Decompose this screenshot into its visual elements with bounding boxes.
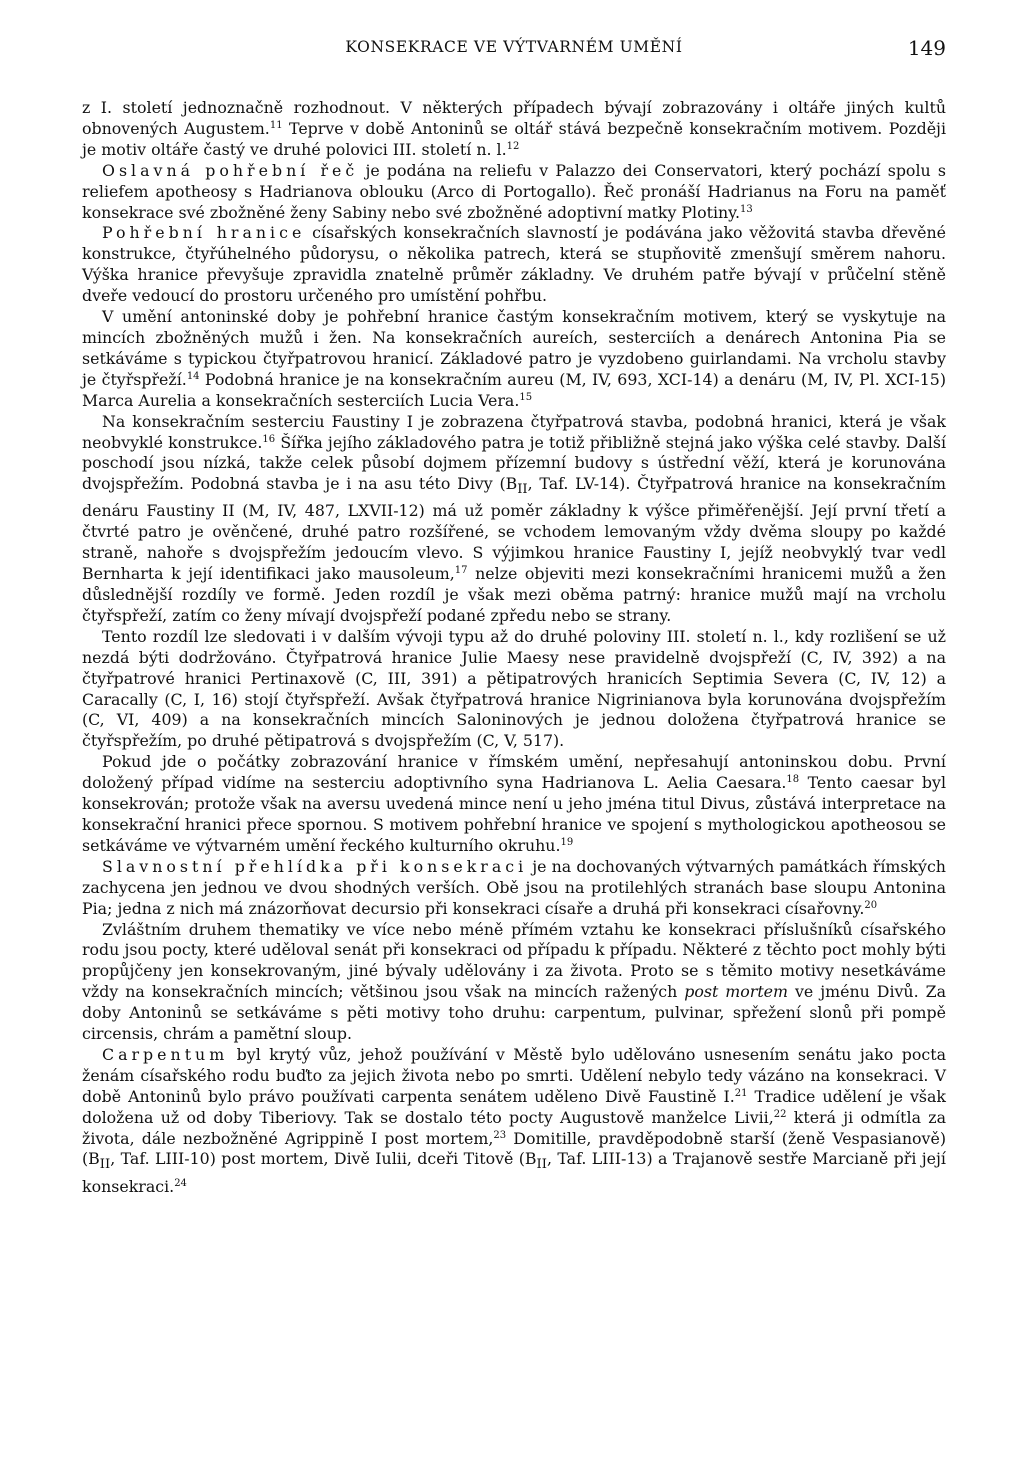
italic-term: post mortem (684, 982, 789, 1002)
paragraph (82, 857, 946, 920)
text-run: Tradice udělení je však doložena už od doby Tiberiovy. Tak se dostalo této pocty Augustově manželce Livii, (82, 1086, 947, 1127)
spaced-heading: Slavnostní přehlídka při konsekraci (102, 856, 528, 876)
text-run: , Taf. LIII-10) post mortem, Divě Iulii, dceři Titově (B (110, 1149, 537, 1169)
text-run: , Taf. LV-14). Čtyřpatrová hranice na konsekračním denáru Faustiny II (M, IV, 487, LXVII-12) má už poměr základny k výšce přiměřenější. Její první třetí a čtvrté patro je ověnčené, druhé patro rozšířené, se vchodem lemovaným vždy dvěma sloupy po každé straně, nahoře s dvojspřežím jedoucím vlevo. S výjimkou hranice Faustiny I, jejíž neobvyklý tvar vedl Bernharta k její identifikaci jako mausoleum, (82, 474, 946, 584)
footnote-ref: 20 (864, 899, 878, 911)
subscript: II (99, 1157, 111, 1173)
subscript: II (517, 482, 528, 498)
footnote-ref: 19 (560, 836, 574, 848)
spaced-heading: Oslavná pohřební řeč (102, 160, 359, 180)
footnote-ref: 21 (734, 1087, 748, 1099)
footnote-ref: 12 (506, 140, 520, 152)
text-run: Na konsekračním sesterciu Faustiny I je zobrazena čtyřpatrová stavba, podobná hranici, která je však neobvyklé konstrukce. (82, 411, 946, 452)
spaced-heading: Carpentum (102, 1044, 229, 1064)
footnote-ref: 11 (269, 119, 283, 131)
text-run: V umění antoninské doby je pohřební hranice častým konsekračním motivem, který se vyskytuje na mincích zbožněných mužů i žen. Na konsekračních aureích, sesterciích a denárech Antonina Pia se setkáváme s typickou čtyřpatrovou hranicí. Základové patro je vyzdobeno guirlandami. Na vrcholu stavby je čtyřspřeží. (82, 307, 946, 389)
paragraph (82, 627, 946, 752)
running-title: KONSEKRACE VE VÝTVARNÉM UMĚNÍ (345, 38, 683, 56)
subscript: II (536, 1157, 547, 1173)
footnote-ref: 23 (493, 1129, 507, 1141)
text-run: , Taf. LIII-13) a Trajanově sestře Marcianě při její konsekraci. (82, 1149, 946, 1196)
paragraph (82, 307, 946, 412)
text-run: která ji odmítla za života, dále nezbožněné Agrippině I post mortem, (82, 1107, 946, 1148)
paragraph (82, 412, 946, 627)
text-run: je podána na reliefu v Palazzo dei Conservatori, který pochází spolu s reliefem apotheosy s Hadrianova oblouku (Arco di Portogallo). Řeč pronáší Hadrianus na Foru na paměť konsekrace své zbožněné ženy Sabiny nebo své zbožněné adoptivní matky Plotiny. (82, 160, 946, 222)
text-run: Tento rozdíl lze sledovati i v dalším vývoji typu až do druhé poloviny III. století n. l., kdy rozlišení se už nezdá býti dodržováno. Čtyřpatrová hranice Julie Maesy nese pravidelně dvojspřeží (C, IV, 392) a na čtyřpatrové hranici Pertinaxově (C, III, 391) a pětipatrových hranicích Septimia Severa (C, IV, 12) a Caracally (C, I, 16) stojí čtyřspřeží. Avšak čtyřpatrová hranice Nigrinianova byla korunována dvojspřežím (C, VI, 409) a na konsekračních mincích Saloninových je jednou doložena čtyřpatrová hranice se čtyřspřežím, po druhé pětipatrová s dvojspřežím (C, V, 517). (82, 626, 946, 751)
text-run: císařských konsekračních slavností je podávána jako věžovitá stavba dřevěné konstrukce, čtyřúhelného půdorysu, o několika patrech, která se stupňovitě zmenšují směrem nahoru. Výška hranice převyšuje zpravidla znatelně průměr základny. Ve druhém patře bývají v průčelní stěně dveře vedoucí do prostoru určeného pro umístění pohřbu. (82, 223, 946, 306)
paragraph (82, 1045, 946, 1198)
paragraph (82, 920, 946, 1045)
paragraph (82, 98, 946, 161)
footnote-ref: 13 (740, 203, 753, 215)
text-run: Domitille, pravděpodobně starší (ženě Vespasianově) (B (82, 1128, 946, 1169)
running-header (82, 36, 946, 76)
text-run: Zvláštním druhem thematiky ve více nebo méně přímém vztahu ke konsekraci příslušníků císařského rodu jsou pocty, které uděloval senát při konsekraci od případu k případu. Některé z těchto poct mohly býti propůjčeny jen konsekrovaným, jiné bývaly udělovány i za života. Proto se s těmito motivy nesetkáváme vždy na konsekračních mincích; většinou jsou však na mincích ražených (82, 919, 946, 1002)
text-run: byl krytý vůz, jehož používání v Městě bylo udělováno usnesením senátu jako pocta ženám císařského rodu buďto za jejich života nebo po smrti. Udělení nebylo tedy vázáno na konsekraci. V době Antoninů bylo právo používati carpenta senátem uděleno Divě Faustině I. (82, 1044, 946, 1106)
footnote-ref: 14 (186, 370, 200, 382)
footnote-ref: 15 (519, 391, 533, 403)
body-text (82, 98, 946, 1197)
footnote-ref: 18 (786, 774, 800, 786)
text-run: ve jménu Divů. Za doby Antoninů se setkáváme s pěti motivy toho druhu: carpentum, pulvinar, spřežení slonů při pompě circensis, chrám a pamětní sloup. (82, 982, 946, 1044)
paragraph (82, 161, 946, 224)
paragraph (82, 223, 946, 307)
text-run: Teprve v době Antoninů se oltář stává bezpečně konsekračním motivem. Později je motiv oltáře častý ve druhé polovici III. století n. l. (82, 118, 946, 159)
text-run: nelze objeviti mezi konsekračními hranicemi mužů a žen důslednější rozdíly ve formě. Jeden rozdíl je však mezi oběma patrný: hranice mužů mají na vrcholu čtyřspřeží, zatím co ženy mívají dvojspřeží podané zpředu nebo se strany. (82, 564, 946, 625)
spaced-heading: Pohřební hranice (102, 223, 306, 243)
text-run: z I. století jednoznačně rozhodnout. V některých případech bývají zobrazovány i oltáře jiných kultů obnovených Augustem. (82, 98, 946, 138)
page-number: 149 (907, 36, 946, 60)
text-run: Šířka jejího základového patra je totiž přibližně stejná jako výška celé stavby. Další poschodí jsou nízká, takže celek působí dojmem přízemní budovy s ústřední věží, která je korunována dvojspřežím. Podobná stavba je i na asu této Divy (B (82, 432, 946, 494)
footnote-ref: 24 (174, 1177, 187, 1189)
footnote-ref: 17 (454, 565, 468, 577)
footnote-ref: 22 (773, 1108, 787, 1120)
text-run: Tento caesar byl konsekrován; protože však na aversu uvedená mince není u jeho jména titul Divus, zůstává interpretace na konsekrační hranici přece spornou. S motivem pohřební hranice ve spojení s mythologickou apotheosou se setkáváme ve výtvarném umění řeckého kulturního okruhu. (82, 773, 946, 855)
text-run: Podobná hranice je na konsekračním aureu (M, IV, 693, XCI-14) a denáru (M, IV, Pl. XCI-15) Marca Aurelia a konsekračních sesterciích Lucia Vera. (82, 369, 946, 410)
paragraph (82, 752, 946, 857)
text-run: Pokud jde o počátky zobrazování hranice v římském umění, nepřesahují antoninskou dobu. První doložený případ vidíme na sesterciu adoptivního syna Hadrianova L. Aelia Caesara. (82, 752, 946, 793)
footnote-ref: 16 (262, 433, 276, 445)
text-run: je na dochovaných výtvarných památkách římských zachycena jen jednou ve dvou shodných verších. Obě jsou na protilehlých stranách base sloupu Antonina Pia; jedna z nich má znázorňovat decursio při konsekraci císaře a druhá při konsekraci císařovny. (82, 856, 946, 918)
